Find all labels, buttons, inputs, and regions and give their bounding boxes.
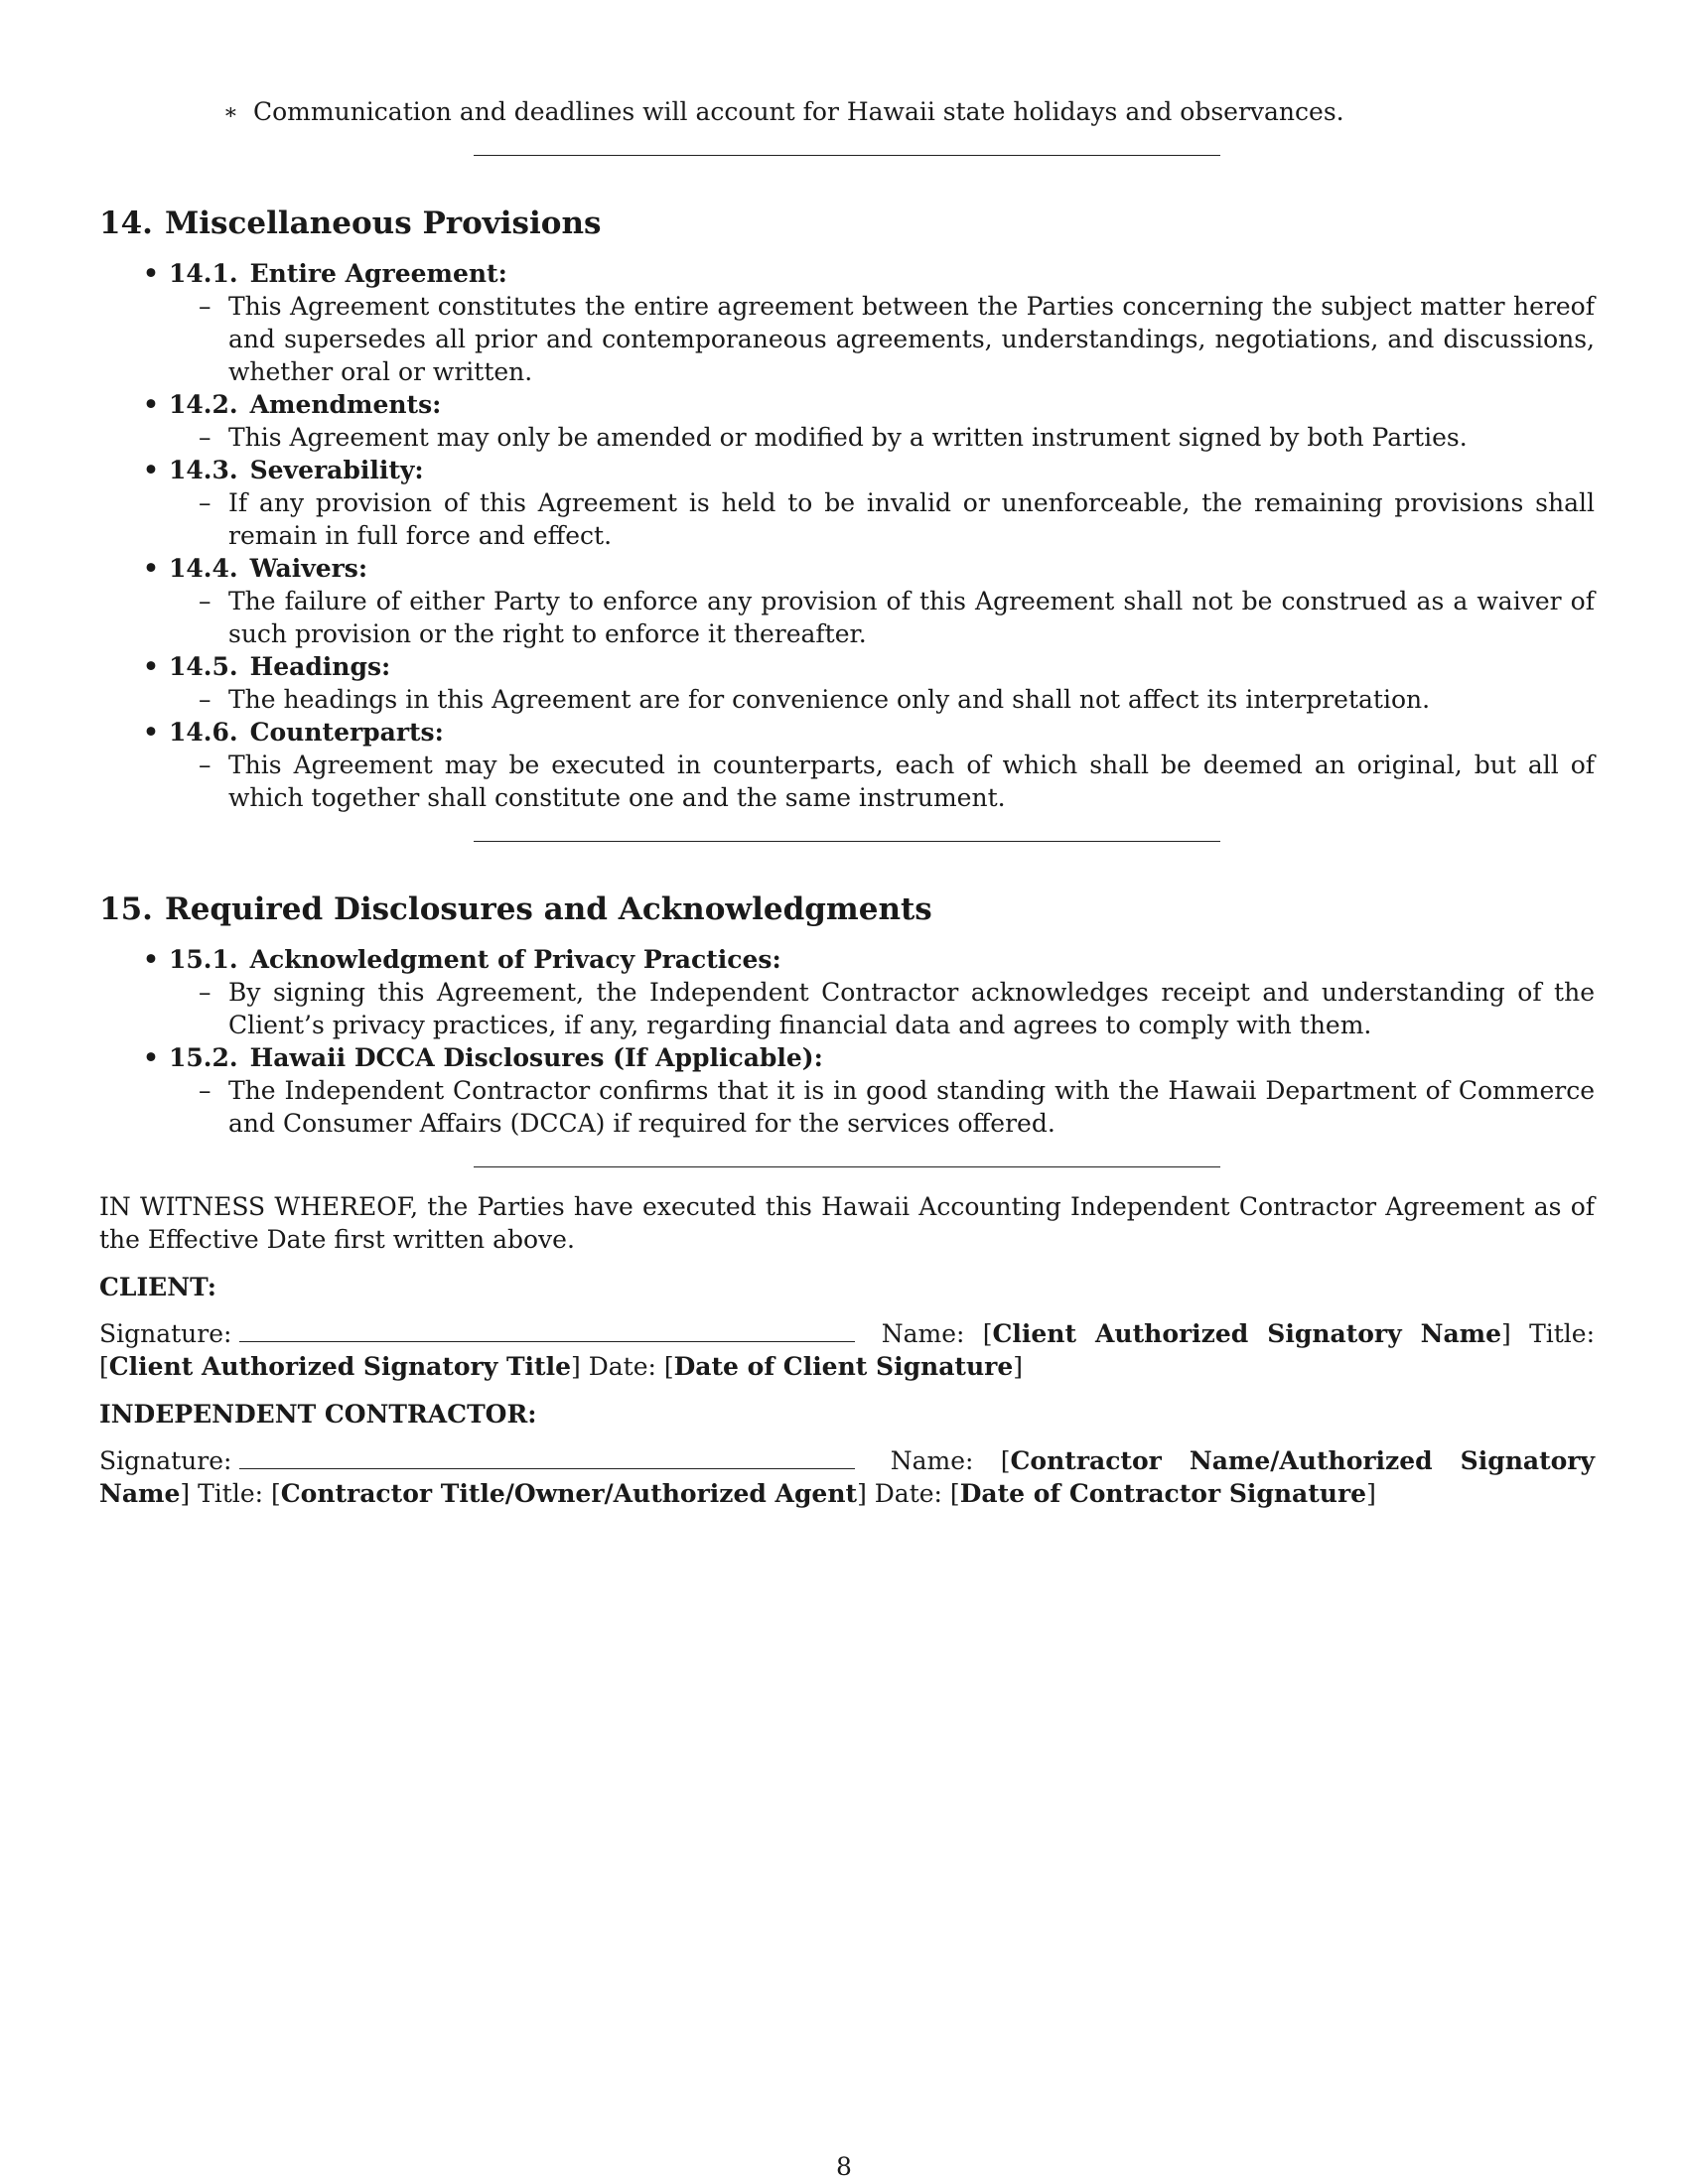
title-label: Title: bbox=[198, 1479, 264, 1508]
contractor-signature-line[interactable] bbox=[239, 1444, 855, 1469]
bullet-marker: • bbox=[143, 1043, 159, 1072]
bullet-marker: • bbox=[143, 718, 159, 747]
name-label: Name: bbox=[890, 1446, 974, 1475]
title-label: Title: bbox=[1529, 1319, 1596, 1348]
clause-text: – The headings in this Agreement are for convenience only and shall not affect its interpretation. bbox=[199, 685, 1431, 714]
list-item bbox=[143, 454, 1595, 552]
clause-title: 14.1. Entire Agreement: bbox=[169, 259, 507, 288]
contractor-heading: INDEPENDENT CONTRACTOR: bbox=[99, 1400, 537, 1429]
contractor-name-placeholder: Contractor Name/Authorized Signatory Name bbox=[99, 1446, 1596, 1508]
section-15-list bbox=[99, 943, 1595, 1140]
section-heading-15 bbox=[99, 889, 1595, 929]
bullet-marker: • bbox=[143, 259, 159, 288]
clause-text: – If any provision of this Agreement is held to be invalid or unenforceable, the remaining provisions shall remain in full force and effect. bbox=[199, 488, 1595, 550]
list-item bbox=[143, 552, 1595, 650]
intro-list-item bbox=[223, 95, 1595, 128]
clause-text: – This Agreement may be executed in counterparts, each of which shall be deemed an original, but all of which together shall constitute one and the same instrument. bbox=[199, 751, 1595, 812]
intro-text: Communication and deadlines will account for Hawaii state holidays and observances. bbox=[253, 97, 1344, 126]
section-heading-14 bbox=[99, 204, 1595, 243]
date-label: Date: bbox=[588, 1352, 656, 1381]
clause-text: – This Agreement constitutes the entire agreement between the Parties concerning the subject matter hereof and supersedes all prior and contemporaneous agreements, understandings, negotiations, and discussions, whether oral or written. bbox=[199, 292, 1595, 386]
bullet-marker: • bbox=[143, 554, 159, 583]
section-title: Miscellaneous Provisions bbox=[164, 205, 602, 241]
client-date-placeholder: Date of Client Signature bbox=[673, 1352, 1014, 1381]
bullet-marker: • bbox=[143, 945, 159, 974]
clause-text: – This Agreement may only be amended or modified by a written instrument signed by both Parties. bbox=[199, 423, 1468, 452]
list-item bbox=[143, 650, 1595, 716]
clause-text: – By signing this Agreement, the Independent Contractor acknowledges receipt and understanding of the Client’s privacy practices, if any, regarding financial data and agrees to comply with them. bbox=[199, 978, 1595, 1039]
clause-title: 14.6. Counterparts: bbox=[169, 718, 444, 747]
clause-title: 15.1. Acknowledgment of Privacy Practices: bbox=[169, 945, 781, 974]
bullet-marker: • bbox=[143, 390, 159, 419]
clause-title: 14.3. Severability: bbox=[169, 456, 424, 484]
bullet-marker: • bbox=[143, 456, 159, 484]
signature-label: Signature: bbox=[99, 1446, 232, 1475]
horizontal-rule bbox=[474, 841, 1220, 842]
horizontal-rule bbox=[474, 155, 1220, 156]
clause-title: 15.2. Hawaii DCCA Disclosures (If Applicable): bbox=[169, 1043, 823, 1072]
client-signature-line[interactable] bbox=[239, 1317, 855, 1342]
contractor-signature-block: Signature: Name: [Contractor Name/Authorized Signatory Name] Title: [Contractor Title/Owner/Authorized Agent] Date: [Date of Contractor Signature] bbox=[99, 1446, 1596, 1508]
name-label: Name: bbox=[881, 1319, 965, 1348]
horizontal-rule bbox=[474, 1166, 1220, 1167]
date-label: Date: bbox=[874, 1479, 942, 1508]
bullet-marker: • bbox=[143, 652, 159, 681]
list-item bbox=[143, 388, 1595, 454]
contractor-date-placeholder: Date of Contractor Signature bbox=[959, 1479, 1367, 1508]
page-number: 8 bbox=[836, 2152, 852, 2181]
client-signature-block: Signature: Name: [Client Authorized Signatory Name] Title: [Client Authorized Signatory Title] Date: [Date of Client Signature] bbox=[99, 1319, 1596, 1381]
signature-label: Signature: bbox=[99, 1319, 232, 1348]
clause-title: 14.4. Waivers: bbox=[169, 554, 368, 583]
clause-title: 14.2. Amendments: bbox=[169, 390, 442, 419]
section-number: 15. bbox=[99, 891, 153, 927]
clause-text: – The failure of either Party to enforce any provision of this Agreement shall not be construed as a waiver of such provision or the right to enforce it thereafter. bbox=[199, 587, 1595, 648]
section-number: 14. bbox=[99, 205, 153, 241]
list-item bbox=[143, 716, 1595, 814]
client-heading: CLIENT: bbox=[99, 1273, 217, 1301]
section-title: Required Disclosures and Acknowledgments bbox=[164, 891, 932, 927]
list-item bbox=[143, 257, 1595, 388]
client-name-placeholder: Client Authorized Signatory Name bbox=[992, 1319, 1502, 1348]
document-page bbox=[99, 95, 1595, 1510]
asterisk-marker: ∗ bbox=[223, 100, 238, 125]
contractor-title-placeholder: Contractor Title/Owner/Authorized Agent bbox=[280, 1479, 858, 1508]
list-item bbox=[143, 1041, 1595, 1140]
clause-text: – The Independent Contractor confirms that it is in good standing with the Hawaii Department of Commerce and Consumer Affairs (DCCA) if required for the services offered. bbox=[199, 1076, 1595, 1138]
section-14-list bbox=[99, 257, 1595, 814]
client-title-placeholder: Client Authorized Signatory Title bbox=[108, 1352, 571, 1381]
list-item bbox=[143, 943, 1595, 1041]
witness-statement: IN WITNESS WHEREOF, the Parties have executed this Hawaii Accounting Independent Contractor Agreement as of the Effective Date first written above. bbox=[99, 1192, 1595, 1254]
clause-title: 14.5. Headings: bbox=[169, 652, 391, 681]
